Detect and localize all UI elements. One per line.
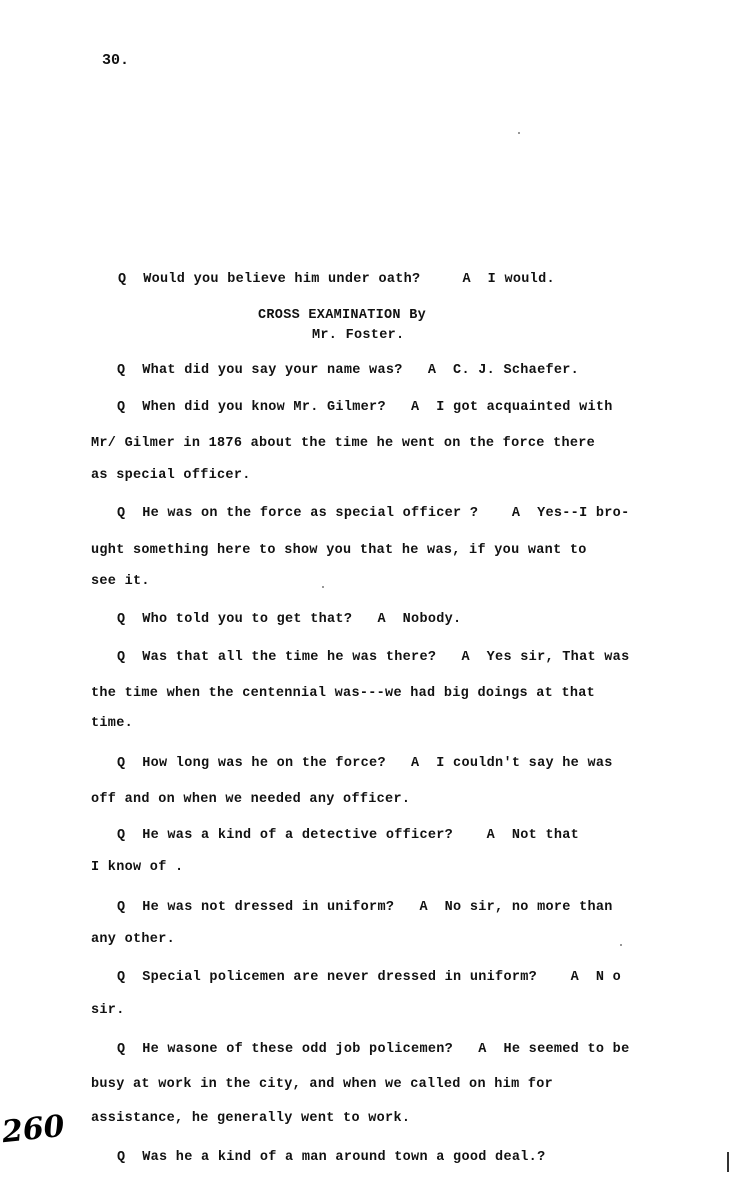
scan-speck — [620, 944, 622, 946]
text-line: Mr/ Gilmer in 1876 about the time he went on the force there — [91, 436, 596, 451]
text-line: Q Was he a kind of a man around town a good deal.? — [117, 1150, 546, 1165]
text-line: see it. — [91, 574, 150, 589]
text-line: the time when the centennial was---we had big doings at that — [91, 686, 596, 701]
text-line: Q Who told you to get that? A Nobody. — [117, 612, 462, 627]
text-line: assistance, he generally went to work. — [91, 1111, 411, 1126]
text-line: Q Would you believe him under oath? A I would. — [118, 272, 555, 287]
text-line: busy at work in the city, and when we called on him for — [91, 1077, 554, 1092]
page-number: 30. — [102, 52, 130, 69]
text-line: Q Special policemen are never dressed in uniform? A N o — [117, 970, 622, 985]
scan-speck — [518, 132, 520, 134]
text-line: Q Was that all the time he was there? A Yes sir, That was — [117, 650, 630, 665]
text-line: Q He was not dressed in uniform? A No sir, no more than — [117, 900, 613, 915]
text-line: time. — [91, 716, 134, 731]
text-line: Q What did you say your name was? A C. J. Schaefer. — [117, 363, 580, 378]
text-line: off and on when we needed any officer. — [91, 792, 411, 807]
text-line: Q How long was he on the force? A I couldn't say he was — [117, 756, 613, 771]
handwritten-page-number: 260 — [0, 1108, 67, 1151]
text-line: sir. — [91, 1003, 125, 1018]
text-line: Q He was a kind of a detective officer? A Not that — [117, 828, 580, 843]
text-line: as special officer. — [91, 468, 251, 483]
text-line: Q He was on the force as special officer ? A Yes--I bro- — [117, 506, 630, 521]
text-line: I know of . — [91, 860, 184, 875]
text-line: Q He wasone of these odd job policemen? A He seemed to be — [117, 1042, 630, 1057]
scan-speck — [322, 586, 324, 588]
text-line: ught something here to show you that he was, if you want to — [91, 543, 587, 558]
text-line: any other. — [91, 932, 176, 947]
scan-edge-mark — [727, 1152, 729, 1172]
section-heading-examiner: Mr. Foster. — [312, 328, 405, 343]
section-heading: CROSS EXAMINATION By — [258, 308, 427, 323]
text-line: Q When did you know Mr. Gilmer? A I got acquainted with — [117, 400, 613, 415]
